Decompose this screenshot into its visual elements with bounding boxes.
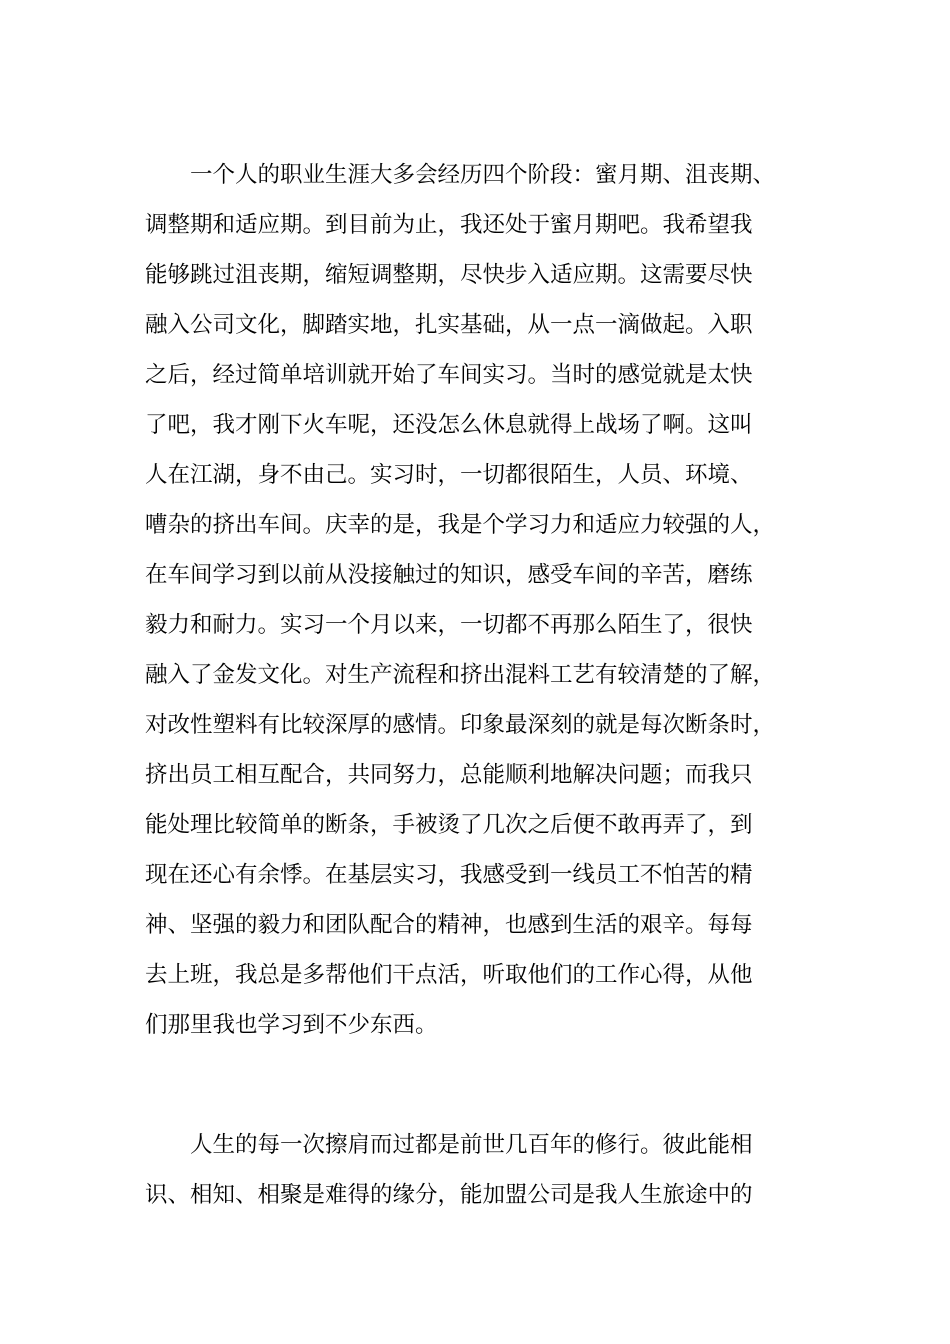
paragraph-line: 融入公司文化，脚踏实地，扎实基础，从一点一滴做起。入职 — [145, 312, 753, 338]
paragraph-line: 人生的每一次擦肩而过都是前世几百年的修行。彼此能相 — [190, 1132, 753, 1158]
paragraph-2 — [145, 1120, 825, 1220]
paragraph-line: 现在还心有余悸。在基层实习，我感受到一线员工不怕苦的精 — [145, 862, 753, 888]
paragraph-line: 在车间学习到以前从没接触过的知识，感受车间的辛苦，磨练 — [145, 562, 753, 588]
paragraph-line: 融入了金发文化。对生产流程和挤出混料工艺有较清楚的了解， — [145, 662, 776, 688]
paragraph-line: 挤出员工相互配合，共同努力，总能顺利地解决问题；而我只 — [145, 762, 753, 788]
paragraph-line: 能处理比较简单的断条，手被烫了几次之后便不敢再弄了，到 — [145, 812, 753, 838]
paragraph-line: 了吧，我才刚下火车呢，还没怎么休息就得上战场了啊。这叫 — [145, 412, 753, 438]
paragraph-line: 调整期和适应期。到目前为止，我还处于蜜月期吧。我希望我 — [145, 212, 753, 238]
paragraph-1 — [145, 150, 825, 1050]
paragraph-line: 人在江湖，身不由己。实习时，一切都很陌生，人员、环境、 — [145, 462, 753, 488]
paragraph-line: 去上班，我总是多帮他们干点活，听取他们的工作心得，从他 — [145, 962, 753, 988]
paragraph-line: 识、相知、相聚是难得的缘分，能加盟公司是我人生旅途中的 — [145, 1182, 753, 1208]
paragraph-line: 一个人的职业生涯大多会经历四个阶段：蜜月期、沮丧期、 — [190, 162, 776, 188]
paragraph-line: 们那里我也学习到不少东西。 — [145, 1012, 438, 1038]
paragraph-line: 神、坚强的毅力和团队配合的精神，也感到生活的艰辛。每每 — [145, 912, 753, 938]
paragraph-line: 毅力和耐力。实习一个月以来，一切都不再那么陌生了，很快 — [145, 612, 753, 638]
paragraph-line: 对改性塑料有比较深厚的感情。印象最深刻的就是每次断条时， — [145, 712, 776, 738]
paragraph-line: 嘈杂的挤出车间。庆幸的是，我是个学习力和适应力较强的人， — [145, 512, 776, 538]
paragraph-line: 能够跳过沮丧期，缩短调整期，尽快步入适应期。这需要尽快 — [145, 262, 753, 288]
paragraph-line: 之后，经过简单培训就开始了车间实习。当时的感觉就是太快 — [145, 362, 753, 388]
